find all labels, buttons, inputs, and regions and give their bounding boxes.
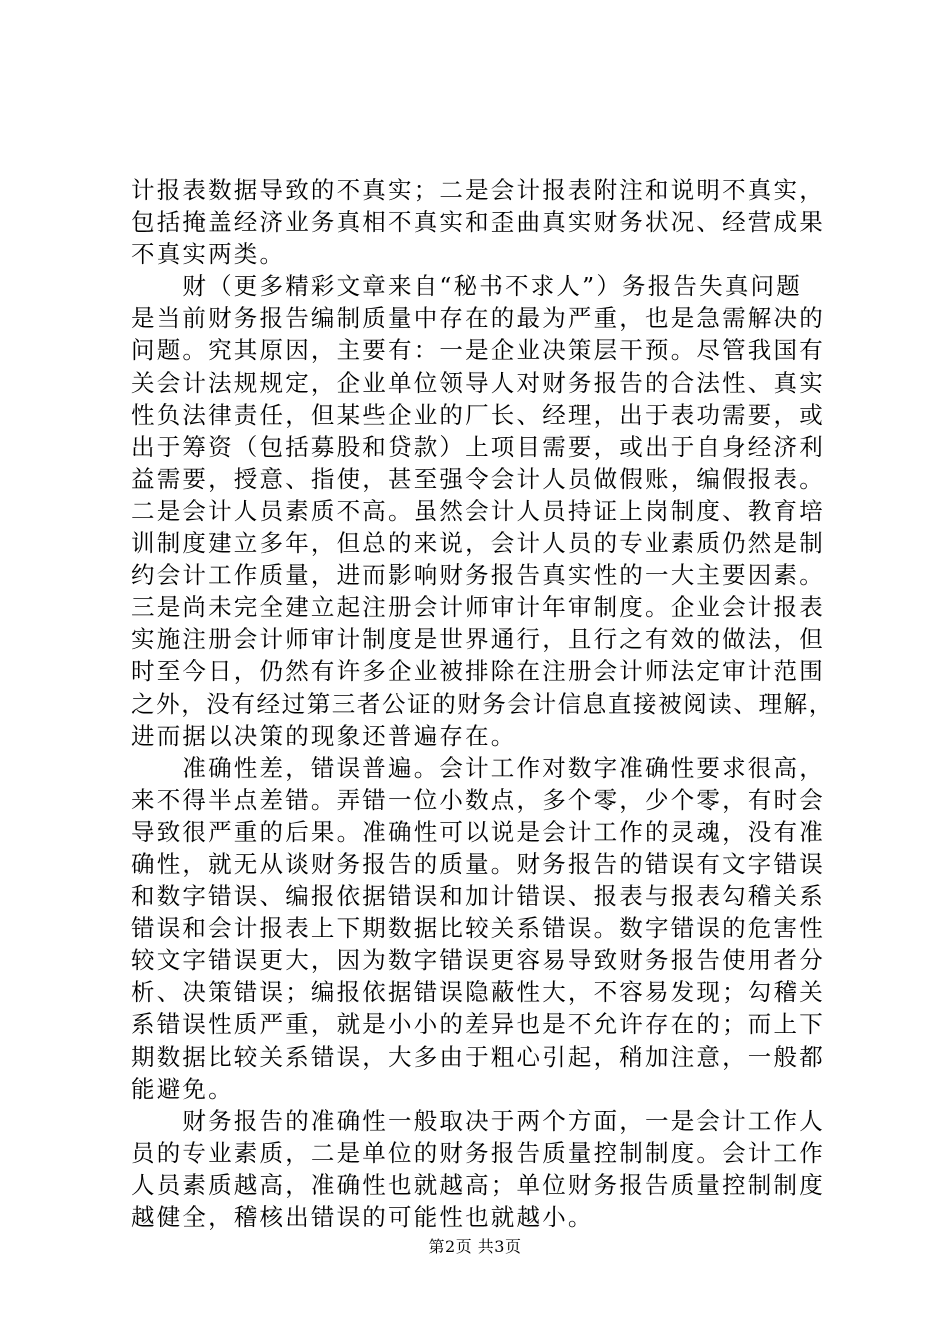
text-line: 错误和会计报表上下期数据比较关系错误。数字错误的危害性 (131, 914, 825, 943)
document-body (131, 174, 834, 1233)
text-line: 不真实两类。 (131, 240, 286, 269)
text-line: 员的专业素质，二是单位的财务报告质量控制制度。会计工作 (131, 1138, 825, 1167)
text-line: 财（更多精彩文章来自“秘书不求人”）务报告失真问题 (131, 272, 802, 301)
text-line: 和数字错误、编报依据错误和加计错误、报表与报表勾稽关系 (131, 882, 825, 911)
text-line: 能避免。 (131, 1074, 234, 1103)
text-line: 益需要，授意、指使，甚至强令会计人员做假账，编假报表。 (131, 464, 825, 493)
text-line: 较文字错误更大，因为数字错误更容易导致财务报告使用者分 (131, 946, 825, 975)
text-line: 进而据以决策的现象还普遍存在。 (131, 721, 517, 750)
text-line: 之外，没有经过第三者公证的财务会计信息直接被阅读、理解， (131, 689, 834, 718)
text-line: 关会计法规规定，企业单位领导人对财务报告的合法性、真实 (131, 368, 825, 397)
page-number-footer: 第2页 共3页 (428, 1237, 522, 1256)
text-line: 人员素质越高，准确性也就越高；单位财务报告质量控制制度 (131, 1170, 825, 1199)
text-line: 确性，就无从谈财务报告的质量。财务报告的错误有文字错误 (131, 849, 825, 878)
text-line: 系错误性质严重，就是小小的差异也是不允许存在的；而上下 (131, 1010, 825, 1039)
text-line: 财务报告的准确性一般取决于两个方面，一是会计工作人 (131, 1106, 825, 1135)
text-line: 析、决策错误；编报依据错误隐蔽性大，不容易发现；勾稽关 (131, 978, 825, 1007)
text-line: 准确性差，错误普遍。会计工作对数字准确性要求很高， (131, 753, 825, 782)
text-line: 约会计工作质量，进而影响财务报告真实性的一大主要因素。 (131, 561, 825, 590)
text-line: 期数据比较关系错误，大多由于粗心引起，稍加注意，一般都 (131, 1042, 825, 1071)
text-line: 时至今日，仍然有许多企业被排除在注册会计师法定审计范围 (131, 657, 825, 686)
text-line: 来不得半点差错。弄错一位小数点，多个零，少个零，有时会 (131, 785, 825, 814)
text-line: 导致很严重的后果。准确性可以说是会计工作的灵魂，没有准 (131, 817, 825, 846)
text-line: 实施注册会计师审计制度是世界通行，且行之有效的做法，但 (131, 625, 825, 654)
text-line: 训制度建立多年，但总的来说，会计人员的专业素质仍然是制 (131, 529, 825, 558)
text-line: 是当前财务报告编制质量中存在的最为严重，也是急需解决的 (131, 304, 825, 333)
text-line: 出于筹资（包括募股和贷款）上项目需要，或出于自身经济利 (131, 432, 825, 461)
text-line: 问题。究其原因，主要有：一是企业决策层干预。尽管我国有 (131, 336, 825, 365)
text-line: 越健全，稽核出错误的可能性也就越小。 (131, 1203, 594, 1231)
text-line: 二是会计人员素质不高。虽然会计人员持证上岗制度、教育培 (131, 496, 825, 525)
text-line: 计报表数据导致的不真实；二是会计报表附注和说明不真实， (131, 176, 825, 204)
text-line: 包括掩盖经济业务真相不真实和歪曲真实财务状况、经营成果 (131, 208, 825, 237)
text-line: 三是尚未完全建立起注册会计师审计年审制度。企业会计报表 (131, 593, 825, 622)
text-line: 性负法律责任，但某些企业的厂长、经理，出于表功需要，或 (131, 400, 825, 429)
